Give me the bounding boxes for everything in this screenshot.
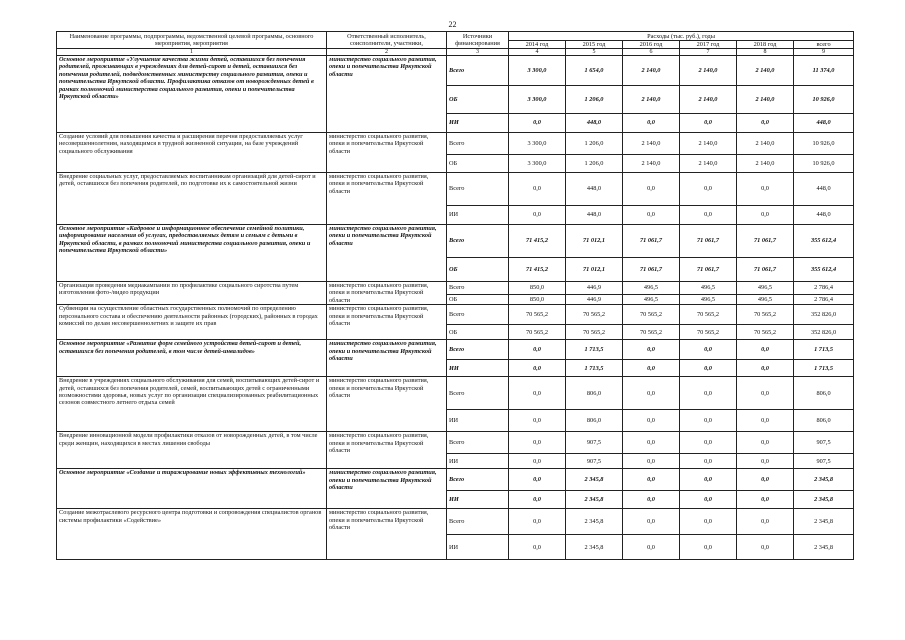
year-value: 0,0: [509, 469, 566, 491]
activity-row: [57, 173, 854, 206]
year-value: 2 140,0: [737, 133, 794, 155]
year-value: 2 140,0: [680, 56, 737, 86]
year-value: 0,0: [737, 509, 794, 535]
total-value: 2 345,8: [794, 491, 854, 509]
year-value: 0,0: [680, 340, 737, 360]
index-cell: 8: [737, 49, 794, 56]
year-value: 3 300,0: [509, 56, 566, 86]
year-value: 0,0: [737, 360, 794, 377]
year-value: 0,0: [623, 340, 680, 360]
year-value: 2 345,8: [566, 509, 623, 535]
funding-source: Всего: [447, 509, 509, 535]
year-value: 0,0: [623, 491, 680, 509]
year-value: 70 565,2: [623, 305, 680, 325]
index-cell: 2: [327, 49, 447, 56]
funding-source: Всего: [447, 305, 509, 325]
total-value: 10 926,0: [794, 133, 854, 155]
year-value: 71 061,7: [623, 225, 680, 258]
funding-source: ОБ: [447, 86, 509, 114]
activity-row: [57, 509, 854, 535]
year-value: 496,5: [623, 282, 680, 295]
funding-source: ИИ: [447, 410, 509, 432]
year-value: 0,0: [509, 206, 566, 225]
responsible-executor: министерство социального развития, опеки и попечительства Иркутской области: [327, 469, 447, 509]
expenses-table: [56, 31, 854, 560]
year-value: 71 061,7: [680, 258, 737, 282]
activity-name: Создание условий для повышения качества и расширения перечня предоставляемых услуг несовершеннолетним, находящимся в трудной жизненной ситуации, на базе учреждений социального обслуживания: [57, 133, 327, 173]
index-cell: 1: [57, 49, 327, 56]
funding-source: Всего: [447, 432, 509, 454]
responsible-executor: министерство социального развития, опеки и попечительства Иркутской области: [327, 509, 447, 560]
activity-name: Основное мероприятие «Кадровое и информационное обеспечение семейной политики, информирование населения об услугах, предоставляемых детям и семьям с детьми в Иркутской области, в рамках полномочий министерства социального развития, опеки и попечительства Иркутской области»: [57, 225, 327, 282]
funding-source: ИИ: [447, 454, 509, 469]
year-value: 70 565,2: [680, 305, 737, 325]
total-value: 352 826,0: [794, 305, 854, 325]
activity-name: Основное мероприятие «Создание и тиражирование новых эффективных технологий»: [57, 469, 327, 509]
year-value: 496,5: [680, 282, 737, 295]
year-value: 448,0: [566, 206, 623, 225]
year-value: 0,0: [509, 491, 566, 509]
responsible-executor: министерство социального развития, опеки и попечительства Иркутской области: [327, 340, 447, 377]
year-value: 0,0: [509, 454, 566, 469]
year-value: 0,0: [623, 509, 680, 535]
funding-source: ОБ: [447, 258, 509, 282]
main-activity-row: [57, 56, 854, 86]
funding-source: ОБ: [447, 155, 509, 173]
total-value: 1 713,5: [794, 360, 854, 377]
header-year: 2016 год: [623, 41, 680, 49]
year-value: 0,0: [737, 206, 794, 225]
year-value: 2 140,0: [623, 86, 680, 114]
year-value: 0,0: [680, 360, 737, 377]
year-value: 0,0: [509, 114, 566, 133]
funding-source: Всего: [447, 377, 509, 410]
total-value: 907,5: [794, 432, 854, 454]
responsible-executor: министерство социального развития, опеки и попечительства Иркутской области: [327, 225, 447, 282]
year-value: 446,9: [566, 282, 623, 295]
year-value: 496,5: [623, 294, 680, 305]
activity-name: Внедрение социальных услуг, предоставляемых воспитанникам организаций для детей-сирот и детей, оставшихся без попечения родителей, по подготовке их к самостоятельной жизни: [57, 173, 327, 225]
year-value: 0,0: [680, 206, 737, 225]
funding-source: ИИ: [447, 360, 509, 377]
header-source: Источники финансирования: [447, 32, 509, 49]
year-value: 2 345,8: [566, 535, 623, 560]
year-value: 70 565,2: [566, 325, 623, 340]
year-value: 70 565,2: [623, 325, 680, 340]
year-value: 0,0: [509, 377, 566, 410]
year-value: 0,0: [623, 469, 680, 491]
index-cell: 5: [566, 49, 623, 56]
funding-source: Всего: [447, 340, 509, 360]
main-activity-row: [57, 225, 854, 258]
total-value: 10 926,0: [794, 155, 854, 173]
year-value: 1 206,0: [566, 133, 623, 155]
year-value: 0,0: [737, 410, 794, 432]
year-value: 0,0: [623, 173, 680, 206]
year-value: 1 654,0: [566, 56, 623, 86]
year-value: 0,0: [509, 360, 566, 377]
header-year: 2018 год: [737, 41, 794, 49]
year-value: 0,0: [623, 377, 680, 410]
header-year: 2017 год: [680, 41, 737, 49]
year-value: 0,0: [509, 535, 566, 560]
funding-source: Всего: [447, 225, 509, 258]
year-value: 0,0: [509, 410, 566, 432]
total-value: 806,0: [794, 410, 854, 432]
total-value: 1 713,5: [794, 340, 854, 360]
year-value: 71 415,2: [509, 225, 566, 258]
activity-name: Организация проведения медиакампании по профилактике социального сиротства путем изготовления фото-/видео продукции: [57, 282, 327, 305]
year-value: 70 565,2: [737, 325, 794, 340]
responsible-executor: министерство социального развития, опеки и попечительства Иркутской области: [327, 56, 447, 133]
responsible-executor: министерство социального развития, опеки и попечительства Иркутской области: [327, 432, 447, 469]
year-value: 2 345,8: [566, 469, 623, 491]
activity-name: Внедрение инновационной модели профилактики отказов от новорожденных детей, в том числе среди женщин, находящихся в местах лишения свободы: [57, 432, 327, 469]
header-total: всего: [794, 41, 854, 49]
year-value: 496,5: [680, 294, 737, 305]
activity-name: Создание межотраслевого ресурсного центра подготовки и сопровождения специалистов органов системы профилактики «Содействие»: [57, 509, 327, 560]
year-value: 1 206,0: [566, 86, 623, 114]
total-value: 448,0: [794, 173, 854, 206]
year-value: 70 565,2: [737, 305, 794, 325]
year-value: 0,0: [737, 377, 794, 410]
year-value: 0,0: [509, 432, 566, 454]
year-value: 2 140,0: [737, 86, 794, 114]
year-value: 70 565,2: [509, 325, 566, 340]
year-value: 850,0: [509, 282, 566, 295]
responsible-executor: министерство социального развития, опеки и попечительства Иркутской области: [327, 305, 447, 340]
responsible-executor: министерство социального развития, опеки и попечительства Иркутской области: [327, 133, 447, 173]
year-value: 71 012,1: [566, 225, 623, 258]
activity-row: [57, 282, 854, 295]
year-value: 0,0: [680, 509, 737, 535]
year-value: 907,5: [566, 432, 623, 454]
year-value: 2 140,0: [680, 86, 737, 114]
year-value: 0,0: [737, 432, 794, 454]
year-value: 0,0: [623, 432, 680, 454]
year-value: 806,0: [566, 377, 623, 410]
total-value: 2 345,8: [794, 535, 854, 560]
year-value: 806,0: [566, 410, 623, 432]
index-cell: 4: [509, 49, 566, 56]
index-row: [57, 49, 854, 56]
year-value: 0,0: [680, 114, 737, 133]
year-value: 0,0: [623, 206, 680, 225]
year-value: 2 140,0: [623, 56, 680, 86]
year-value: 70 565,2: [509, 305, 566, 325]
year-value: 496,5: [737, 282, 794, 295]
index-cell: 3: [447, 49, 509, 56]
year-value: 70 565,2: [680, 325, 737, 340]
funding-source: Всего: [447, 56, 509, 86]
header-expenses: Расходы (тыс. руб.), годы: [509, 32, 854, 41]
funding-source: ИИ: [447, 491, 509, 509]
year-value: 0,0: [680, 454, 737, 469]
funding-source: Всего: [447, 173, 509, 206]
year-value: 0,0: [680, 469, 737, 491]
year-value: 0,0: [623, 535, 680, 560]
year-value: 2 140,0: [623, 133, 680, 155]
activity-name: Субвенции на осуществление областных государственных полномочий по определению персонального состава и обеспечению деятельности районных (городских), районных в городах комиссий по делам несовершеннолетних и защите их прав: [57, 305, 327, 340]
year-value: 496,5: [737, 294, 794, 305]
total-value: 11 374,0: [794, 56, 854, 86]
year-value: 0,0: [680, 377, 737, 410]
year-value: 71 415,2: [509, 258, 566, 282]
total-value: 2 345,8: [794, 509, 854, 535]
year-value: 0,0: [680, 432, 737, 454]
year-value: 850,0: [509, 294, 566, 305]
main-activity-row: [57, 469, 854, 491]
index-cell: 6: [623, 49, 680, 56]
year-value: 71 061,7: [623, 258, 680, 282]
year-value: 71 061,7: [737, 258, 794, 282]
year-value: 3 300,0: [509, 86, 566, 114]
year-value: 2 140,0: [737, 155, 794, 173]
activity-name: Внедрение в учреждениях социального обслуживания для семей, воспитывающих детей-сирот и детей, оставшихся без попечения родителей, семей, воспитывающих детей с ограниченными возможностями здоровья, новых услуг по организации специализированных реабилитационных сезонов совместного летнего отдыха семей: [57, 377, 327, 432]
year-value: 3 300,0: [509, 133, 566, 155]
responsible-executor: министерство социального развития, опеки и попечительства Иркутской области: [327, 377, 447, 432]
year-value: 0,0: [737, 173, 794, 206]
total-value: 10 926,0: [794, 86, 854, 114]
year-value: 0,0: [509, 509, 566, 535]
funding-source: Всего: [447, 133, 509, 155]
total-value: 355 612,4: [794, 225, 854, 258]
year-value: 0,0: [623, 360, 680, 377]
responsible-executor: министерство социального развития, опеки и попечительства Иркутской области: [327, 173, 447, 225]
year-value: 71 061,7: [737, 225, 794, 258]
total-value: 2 786,4: [794, 282, 854, 295]
total-value: 907,5: [794, 454, 854, 469]
year-value: 0,0: [623, 454, 680, 469]
activity-name: Основное мероприятие «Улучшение качества жизни детей, оставшихся без попечения родителей, проживающих в учреждениях для детей-сирот и детей, оставшихся без попечения родителей, подведомственных министерству социального развития, опеки и попечительства Иркутской области. Профилактика отказов от новорожденных детей в рамках полномочий министерства социального развития, опеки и попечительства Иркутской области»: [57, 56, 327, 133]
year-value: 2 140,0: [680, 133, 737, 155]
year-value: 0,0: [509, 340, 566, 360]
year-value: 71 012,1: [566, 258, 623, 282]
year-value: 0,0: [737, 535, 794, 560]
funding-source: Всего: [447, 282, 509, 295]
responsible-executor: министерство социального развития, опеки и попечительства Иркутской области: [327, 282, 447, 305]
year-value: 70 565,2: [566, 305, 623, 325]
year-value: 2 140,0: [680, 155, 737, 173]
funding-source: ИИ: [447, 114, 509, 133]
year-value: 71 061,7: [680, 225, 737, 258]
year-value: 1 713,5: [566, 360, 623, 377]
total-value: 806,0: [794, 377, 854, 410]
header-year: 2015 год: [566, 41, 623, 49]
total-value: 2 345,8: [794, 469, 854, 491]
funding-source: ИИ: [447, 206, 509, 225]
total-value: 2 786,4: [794, 294, 854, 305]
year-value: 2 345,8: [566, 491, 623, 509]
page-number: 22: [448, 20, 457, 29]
table-body: [57, 32, 854, 560]
funding-source: ИИ: [447, 535, 509, 560]
total-value: 355 612,4: [794, 258, 854, 282]
year-value: 0,0: [623, 410, 680, 432]
header-responsible: Ответственный исполнитель, соисполнители, участники,: [327, 32, 447, 49]
header-name: Наименование программы, подпрограммы, ведомственной целевой программы, основного мероприятия, мероприятия: [57, 32, 327, 49]
year-value: 448,0: [566, 114, 623, 133]
total-value: 448,0: [794, 114, 854, 133]
year-value: 446,9: [566, 294, 623, 305]
index-cell: 7: [680, 49, 737, 56]
main-activity-row: [57, 340, 854, 360]
year-value: 0,0: [680, 410, 737, 432]
total-value: 448,0: [794, 206, 854, 225]
year-value: 1 206,0: [566, 155, 623, 173]
activity-row: [57, 305, 854, 325]
funding-source: ОБ: [447, 325, 509, 340]
year-value: 2 140,0: [623, 155, 680, 173]
activity-name: Основное мероприятие «Развитие форм семейного устройства детей-сирот и детей, оставшихся без попечения родителей, в том числе детей-инвалидов»: [57, 340, 327, 377]
year-value: 0,0: [737, 454, 794, 469]
header-year: 2014 год: [509, 41, 566, 49]
year-value: 0,0: [680, 535, 737, 560]
year-value: 0,0: [509, 173, 566, 206]
total-value: 352 826,0: [794, 325, 854, 340]
year-value: 0,0: [737, 340, 794, 360]
year-value: 3 300,0: [509, 155, 566, 173]
funding-source: Всего: [447, 469, 509, 491]
header-row: [57, 32, 854, 41]
year-value: 0,0: [680, 173, 737, 206]
year-value: 0,0: [737, 114, 794, 133]
year-value: 448,0: [566, 173, 623, 206]
year-value: 2 140,0: [737, 56, 794, 86]
activity-row: [57, 133, 854, 155]
activity-row: [57, 432, 854, 454]
year-value: 0,0: [737, 491, 794, 509]
year-value: 0,0: [623, 114, 680, 133]
year-value: 0,0: [680, 491, 737, 509]
funding-source: ОБ: [447, 294, 509, 305]
year-value: 907,5: [566, 454, 623, 469]
year-value: 0,0: [737, 469, 794, 491]
activity-row: [57, 377, 854, 410]
index-cell: 9: [794, 49, 854, 56]
year-value: 1 713,5: [566, 340, 623, 360]
